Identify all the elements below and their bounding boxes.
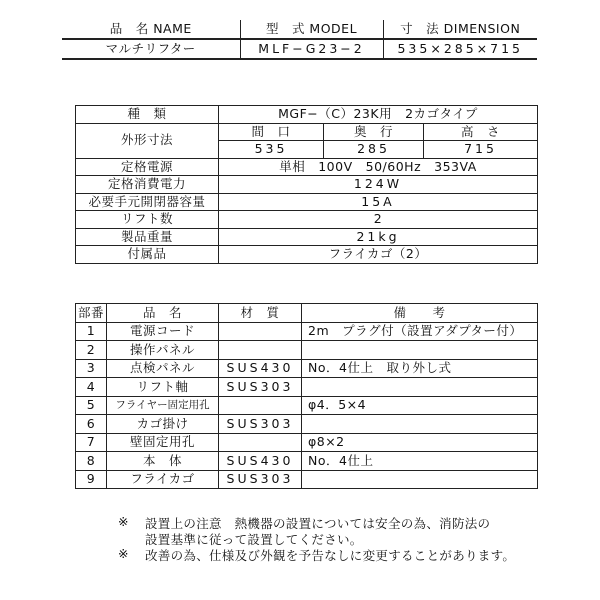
part-remarks: 2m プラグ付（設置アダプター付） [302, 322, 538, 341]
part-no: 7 [76, 433, 107, 452]
part-remarks [302, 415, 538, 434]
part-remarks [302, 378, 538, 397]
table-row [76, 378, 538, 397]
table-row [76, 433, 538, 452]
part-name: カゴ掛け [107, 415, 219, 434]
part-no: 1 [76, 322, 107, 341]
part-remarks: No．4仕上 [302, 452, 538, 471]
part-no: 2 [76, 341, 107, 360]
spec-row-label: 定格消費電力 [76, 176, 219, 194]
part-remarks [302, 470, 538, 489]
parts-header-no: 部番 [76, 304, 107, 323]
part-material: SUS430 [219, 452, 302, 471]
table-row [76, 322, 538, 341]
spec-row-label: 必要手元開閉器容量 [76, 193, 219, 211]
part-material [219, 341, 302, 360]
spec-row-label: 定格電源 [76, 158, 219, 176]
note-mark: ※ [118, 514, 129, 529]
part-no: 8 [76, 452, 107, 471]
part-remarks [302, 341, 538, 360]
note-line-1: 設置上の注意 熱機器の設置については安全の為、消防法の [145, 516, 491, 531]
type-value: MGF−（C）23K用 2カゴタイプ [219, 106, 538, 124]
parts-header-name: 品 名 [107, 304, 219, 323]
table-row [76, 470, 538, 489]
width-label: 間 口 [219, 123, 324, 141]
note-line-2: 設置基準に従って設置してください。 [145, 532, 363, 547]
spec-row-value: 124W [219, 176, 538, 194]
parts-header-remarks: 備 考 [302, 304, 538, 323]
table-row [76, 341, 538, 360]
dimension-header: 寸 法 DIMENSION [383, 20, 537, 39]
parts-table [75, 303, 538, 489]
product-model: MLF−G23−2 [240, 39, 383, 59]
table-row [76, 415, 538, 434]
part-no: 4 [76, 378, 107, 397]
part-name: フライカゴ [107, 470, 219, 489]
spec-row-value: 2 [219, 211, 538, 229]
height-label: 高 さ [424, 123, 538, 141]
spec-row-value: 21kg [219, 228, 538, 246]
part-no: 3 [76, 359, 107, 378]
width-value: 535 [219, 141, 324, 159]
table-row [76, 452, 538, 471]
part-no: 6 [76, 415, 107, 434]
note-line-3: 改善の為、仕様及び外観を予告なしに変更することがあります。 [145, 548, 516, 563]
spec-table [75, 105, 538, 264]
part-material [219, 396, 302, 415]
spec-row-label: 製品重量 [76, 228, 219, 246]
part-name: 電源コード [107, 322, 219, 341]
part-material: SUS303 [219, 470, 302, 489]
part-remarks: No．4仕上 取り外し式 [302, 359, 538, 378]
part-remarks: φ4．5×4 [302, 396, 538, 415]
parts-header-material: 材 質 [219, 304, 302, 323]
depth-label: 奥 行 [324, 123, 424, 141]
name-header: 品 名 NAME [62, 20, 240, 39]
part-name: 壁固定用孔 [107, 433, 219, 452]
spec-row-label: リフト数 [76, 211, 219, 229]
part-name: 操作パネル [107, 341, 219, 360]
part-material [219, 433, 302, 452]
depth-value: 285 [324, 141, 424, 159]
part-name: 本 体 [107, 452, 219, 471]
spec-row-value: 15A [219, 193, 538, 211]
model-header: 型 式 MODEL [240, 20, 383, 39]
part-name: リフト軸 [107, 378, 219, 397]
part-material: SUS430 [219, 359, 302, 378]
outer-dimension-label: 外形寸法 [76, 123, 219, 158]
part-no: 5 [76, 396, 107, 415]
product-name: マルチリフター [62, 39, 240, 59]
part-material [219, 322, 302, 341]
product-header-table [62, 20, 537, 60]
table-row [76, 396, 538, 415]
part-name: 点検パネル [107, 359, 219, 378]
note-mark: ※ [118, 546, 129, 561]
table-row [76, 359, 538, 378]
part-remarks: φ8×2 [302, 433, 538, 452]
height-value: 715 [424, 141, 538, 159]
spec-row-label: 付属品 [76, 246, 219, 264]
product-dimension: 535×285×715 [383, 39, 537, 59]
spec-row-value: フライカゴ（2） [219, 246, 538, 264]
spec-row-value: 単相 100V 50/60Hz 353VA [219, 158, 538, 176]
part-name: フライヤー固定用孔 [107, 396, 219, 415]
part-material: SUS303 [219, 378, 302, 397]
part-material: SUS303 [219, 415, 302, 434]
type-label: 種 類 [76, 106, 219, 124]
part-no: 9 [76, 470, 107, 489]
